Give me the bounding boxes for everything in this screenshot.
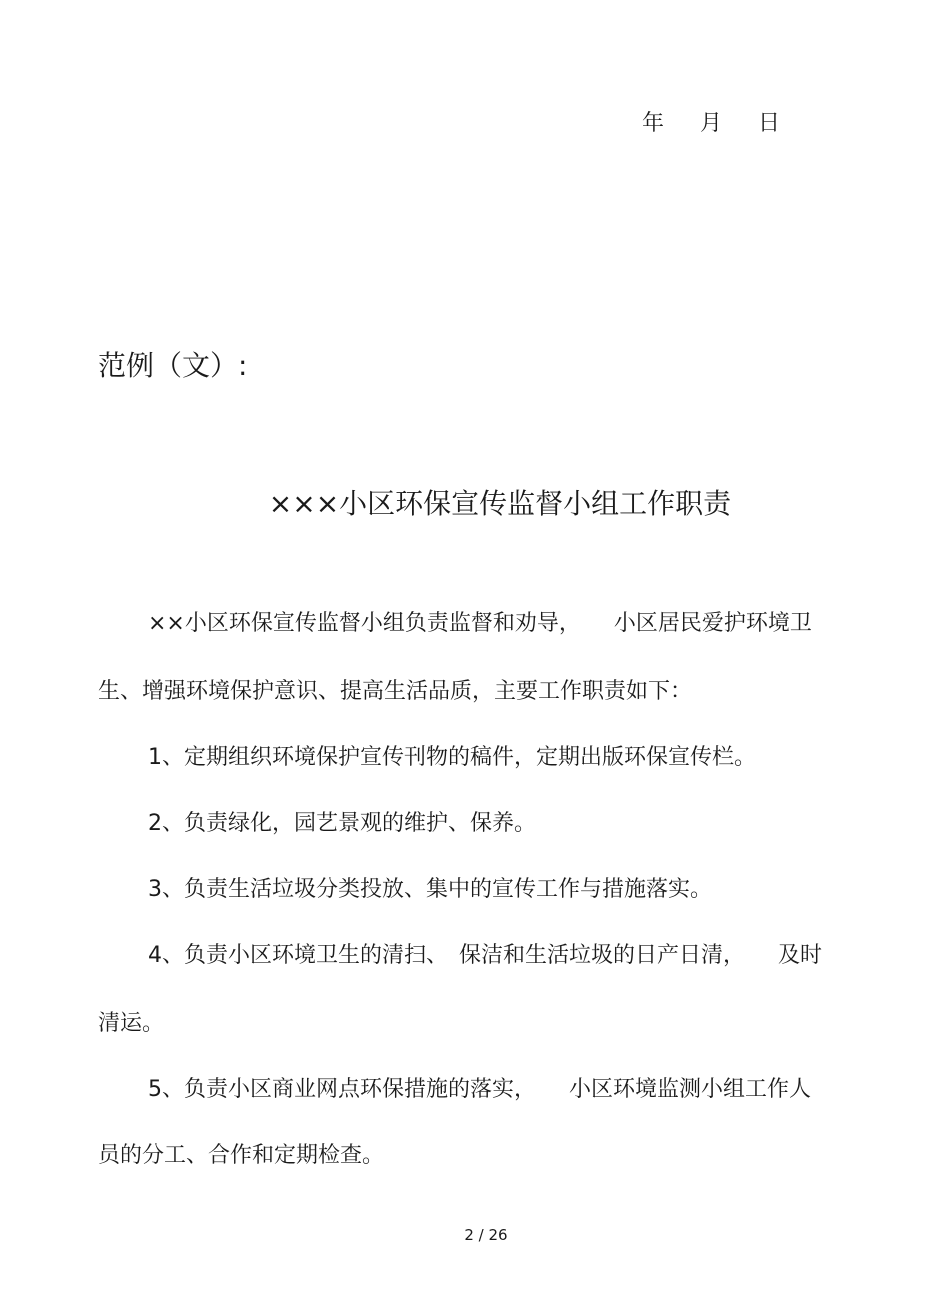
date-line (642, 106, 780, 137)
list-item-5-continued: 员的分工、合作和定期检查。 (98, 1143, 385, 1168)
page-number: 2 / 26 (464, 1226, 508, 1244)
section-heading: 范例（文）: (98, 349, 248, 382)
date-day: 日 (758, 111, 781, 136)
date-year: 年 (642, 111, 665, 136)
paragraph-line-2: 生、增强环境保护意识、提高生活品质，主要工作职责如下： (98, 679, 693, 704)
list-item-2: 2、负责绿化，园艺景观的维护、保养。 (148, 811, 536, 836)
list-item-5: 5、负责小区商业网点环保措施的落实， 小区环境监测小组工作人 (148, 1077, 811, 1102)
list-item-4: 4、负责小区环境卫生的清扫、 保洁和生活垃圾的日产日清， 及时 (148, 943, 822, 968)
date-month: 月 (700, 111, 723, 136)
list-item-3: 3、负责生活垃圾分类投放、集中的宣传工作与措施落实。 (148, 877, 712, 902)
list-item-1: 1、定期组织环境保护宣传刊物的稿件，定期出版环保宣传栏。 (148, 745, 756, 770)
paragraph-line-1: ××小区环保宣传监督小组负责监督和劝导， 小区居民爱护环境卫 (148, 611, 812, 636)
list-item-4-continued: 清运。 (98, 1011, 165, 1036)
document-title: ×××小区环保宣传监督小组工作职责 (268, 487, 732, 520)
